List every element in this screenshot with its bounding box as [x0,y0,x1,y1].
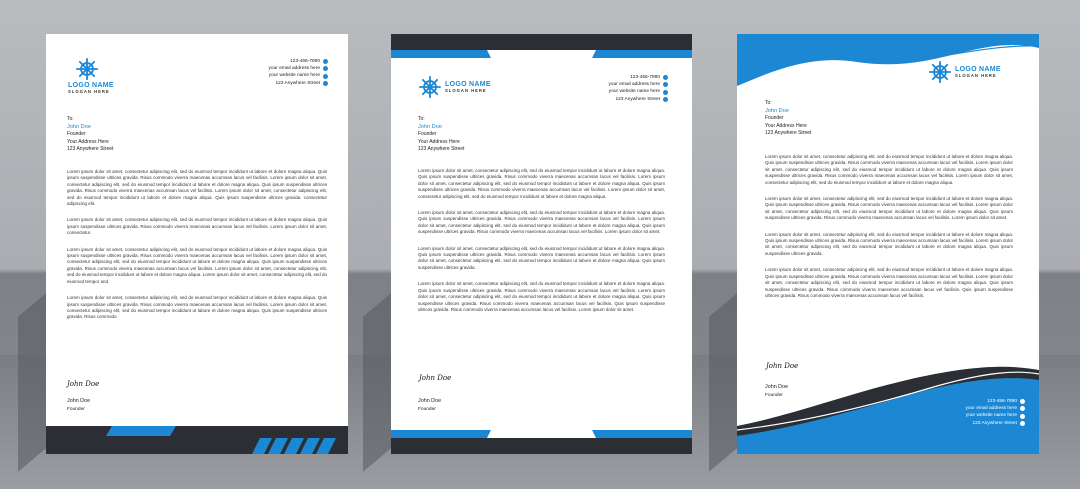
website-text: your website name here [268,73,320,79]
paragraph: Lorem ipsum dolor sit amet, consectetur adipiscing elit, sed do eiusmod tempor incididunt ut labore et dolore magna aliqua. Quis ipsum suspendisse ultrices gravida. Risus commodo viverra maecenas accumsan lacus vel facilisis. Lorem ipsum dolor sit amet, consectetur adipiscing elit, sed do eiusmod tempor incididunt ut labore et dolore magna aliqua. Quis ipsum suspendisse ultrices gravida. Risus commodo. [67,295,327,320]
paragraph: Lorem ipsum dolor sit amet, consectetur adipiscing elit, sed do eiusmod tempor incididunt ut labore et dolore magna aliqua. Quis ipsum suspendisse ultrices gravida. Risus commodo viverra maecenas accumsan lacus vel facilisis. Lorem ipsum dolor sit amet, consectetur adipiscing elit, sed do eiusmod tempor incididunt ut labore et dolore magna aliqua. Quis ipsum suspendisse ultrices gravida. Risus commodo viverra maecenas accumsan lacus vel facilisis. Lorem ipsum dolor sit amet, consectetur adipiscing elit, sed do eiusmod tempor incididunt ut labore et dolore magna aliqua. Lorem ipsum dolor sit amet, consectetur adipiscing elit, sed do eiusmod tempor and. [67,246,327,284]
signer-title: Founder [765,392,783,398]
paragraph: Lorem ipsum dolor sit amet, consectetur adipiscing elit, sed do eiusmod tempor incididunt ut labore et dolore magna aliqua. Quis ipsum suspendisse ultrices gravida. Risus commodo viverra maecenas accumsan lacus vel facilisis. Lorem ipsum dolor sit amet, consectetur adipiscing elit, sed do eiusmod tempor incididunt ut labore et dolore magna aliqua. Quis ipsum suspendisse ultrices gravida. Risus commodo viverra maecenas accumsan lacus vel facilisis. Lorem ipsum dolor sit amet. [765,196,1013,221]
location-pin-icon [1020,421,1025,426]
address-text: 123 Anywhere Street [615,96,660,102]
signature-script: John Doe [419,374,452,382]
recipient-title: Founder [67,131,86,137]
address-text: 123 Anywhere Street [275,80,320,86]
logo-slogan: SLOGAN HERE [445,87,487,93]
email-text: your email address here [965,406,1017,412]
globe-icon [1020,414,1025,419]
recipient-address-1: Your Address Here [67,138,109,145]
recipient-address-2: 123 Anywhere Street [418,146,465,152]
recipient-block [418,116,464,154]
letterhead-2 [391,34,692,454]
recipient-title: Founder [765,115,784,121]
signer-title: Founder [418,406,436,412]
logo-slogan: SLOGAN HERE [955,72,997,78]
letter-body [765,154,1013,309]
recipient-name: John Doe [418,123,442,130]
paragraph: Lorem ipsum dolor sit amet, consectetur adipiscing elit, sed do eiusmod tempor incididunt ut labore et dolore magna aliqua. Quis ipsum suspendisse ultrices gravida. Risus commodo viverra maecenas accumsan lacus vel facilisis. Lorem ipsum dolor sit amet, consectetur adipiscing elit, sed do eiusmod tempor incididunt ut labore et dolore magna aliqua. Quis ipsum suspendisse ultrices gravida. Risus commodo viverra maecenas accumsan lacus vel facilisis. Lorem ipsum dolor sit amet, consectetur adipiscing elit, sed do eiusmod tempor incididunt ut labore et dolore magna aliqua. [418,168,665,199]
signature-script: John Doe [766,362,799,370]
paragraph: Lorem ipsum dolor sit amet, consectetur adipiscing elit, sed do eiusmod tempor incididunt ut labore et dolore magna aliqua. Quis ipsum suspendisse ultrices gravida. Risus commodo viverra maecenas accumsan lacus vel facilisis. Lorem ipsum dolor sit amet, consectetur adipiscing elit, sed do eiusmod tempor incididunt ut labore et dolore magna aliqua. Quis ipsum suspendisse ultrices gravida. Risus commodo viverra maecenas accumsan lacus vel facilisis. Lorem ipsum dolor sit amet, consectetur adipiscing elit, sed do eiusmod tempor incididunt ut labore et dolore magna aliqua. Quis ipsum suspendisse ultrices gravida. consectetur adipiscing elit. [67,169,327,207]
phone-icon [1020,399,1025,404]
phone-text: 123-456-7890 [290,59,320,64]
recipient-address-1: Your Address Here [765,122,807,129]
signer-name: John Doe [418,398,442,404]
letter-body [418,168,665,323]
paragraph: Lorem ipsum dolor sit amet, consectetur adipiscing elit, sed do eiusmod tempor incididunt ut labore et dolore magna aliqua. Quis ipsum suspendisse ultrices gravida. Risus commodo viverra maecenas accumsan lacus vel facilisis. Lorem ipsum dolor sit amet, consectetur adipiscing elit, sed do eiusmod tempor incididunt ut labore et dolore magna aliqua. Quis ipsum suspendisse ultrices gravida. Risus commodo viverra maecenas accumsan lacus vel facilisis. Lorem ipsum dolor sit amet, consectetur adipiscing elit, sed do eiusmod tempor incididunt ut labore et dolore magna aliqua. [765,154,1013,185]
recipient-title: Founder [418,131,437,137]
recipient-block [765,100,811,138]
ship-wheel-icon [419,76,441,98]
contact-block [609,74,668,103]
logo [929,61,1001,83]
logo-name-text: LOGO NAME [955,65,1001,73]
address-text: 123 Anywhere Street [972,420,1017,426]
to-label: To: [67,116,74,122]
signature-script: John Doe [67,380,100,388]
logo [419,76,491,98]
recipient-address-2: 123 Anywhere Street [67,146,114,152]
email-text: your email address here [268,66,320,72]
signer-block [765,384,788,399]
recipient-address-2: 123 Anywhere Street [765,130,812,136]
paragraph: Lorem ipsum dolor sit amet, consectetur adipiscing elit, sed do eiusmod tempor incididunt ut labore et dolore magna aliqua. Quis ipsum suspendisse ultrices gravida. Risus commodo viverra maecenas accumsan lacus vel facilisis. Lorem ipsum dolor sit amet, consectetur adipiscing elit, sed do eiusmod tempor incididunt ut labore et dolore magna aliqua. Quis ipsum suspendisse ultrices gravida. Risus commodo viverra maecenas accumsan lacus vel facilisis. Lorem ipsum dolor sit amet. [418,210,665,235]
logo-slogan: SLOGAN HERE [68,89,110,94]
paragraph: Lorem ipsum dolor sit amet, consectetur adipiscing elit, sed do eiusmod tempor incididunt ut labore et dolore magna aliqua. Quis ipsum suspendisse ultrices gravida. Risus commodo viverra maecenas accumsan lacus vel facilisis. Lorem ipsum dolor sit amet, consectetur. [67,217,327,236]
location-pin-icon [663,97,668,102]
logo-name-text: LOGO NAME [445,80,491,88]
email-icon [663,82,668,87]
website-text: your website name here [965,413,1017,419]
recipient-name: John Doe [765,107,789,114]
contact-block [966,398,1025,427]
email-text: your email address here [608,82,660,88]
letterhead-1 [46,34,348,454]
recipient-name: John Doe [67,123,91,130]
paragraph: Lorem ipsum dolor sit amet, consectetur adipiscing elit, sed do eiusmod tempor incididunt ut labore et dolore magna aliqua. Quis ipsum suspendisse ultrices gravida. Risus commodo viverra maecenas accumsan lacus vel facilisis. Lorem ipsum dolor sit amet, consectetur adipiscing elit, sed do eiusmod tempor incididunt ut labore et dolore magna aliqua. Quis ipsum suspendisse ultrices gravida. Risus commodo viverra maecenas accumsan lacus vel facilisis. Quis ipsum suspendisse ultrices gravida. Risus commodo viverra maecenas accumsan lacus vel facilisis. [765,267,1013,298]
email-icon [1020,406,1025,411]
logo-name-text: LOGO NAME [68,82,114,89]
footer-graphic [46,34,348,454]
website-text: your website name here [608,89,660,95]
signer-name: John Doe [765,384,789,390]
recipient-address-1: Your Address Here [418,138,460,145]
phone-text: 123-456-7890 [630,75,660,80]
to-label: To: [765,100,772,106]
phone-text: 123-456-7890 [987,399,1017,404]
phone-icon [663,75,668,80]
paragraph: Lorem ipsum dolor sit amet, consectetur adipiscing elit, sed do eiusmod tempor incididunt ut labore et dolore magna aliqua. Quis ipsum suspendisse ultrices gravida. Risus commodo viverra maecenas accumsan lacus vel facilisis. Lorem ipsum dolor sit amet, consectetur adipiscing elit, sed do eiusmod tempor incididunt ut labore et dolore magna aliqua. Quis ipsum suspendisse ultrices gravida. [765,231,1013,256]
paragraph: Lorem ipsum dolor sit amet, consectetur adipiscing elit, sed do eiusmod tempor incididunt ut labore et dolore magna aliqua. Quis ipsum suspendisse ultrices gravida. Risus commodo viverra maecenas accumsan lacus vel facilisis. Lorem ipsum dolor sit amet, consectetur adipiscing elit, sed do eiusmod tempor incididunt ut labore et dolore magna aliqua. Quis ipsum suspendisse ultrices gravida. [418,245,665,270]
globe-icon [663,90,668,95]
signer-block [418,398,441,413]
paragraph: Lorem ipsum dolor sit amet, consectetur adipiscing elit, sed do eiusmod tempor incididunt ut labore et dolore magna aliqua. Quis ipsum suspendisse ultrices gravida. Risus commodo viverra maecenas accumsan lacus vel facilisis. Lorem ipsum dolor sit amet, consectetur adipiscing elit, sed do eiusmod tempor incididunt ut labore et dolore magna aliqua. Quis ipsum suspendisse ultrices gravida. Risus commodo viverra maecenas accumsan lacus vel facilisis. Quis ipsum suspendisse ultrices gravida. Risus commodo viverra maecenas accumsan lacus vel facilisis. Lorem ipsum dolor sit amet. [418,281,665,312]
signer-name: John Doe [67,398,91,404]
signer-title: Founder [67,406,85,412]
letterhead-3 [737,34,1039,454]
ship-wheel-icon [929,61,951,83]
to-label: To: [418,116,425,122]
